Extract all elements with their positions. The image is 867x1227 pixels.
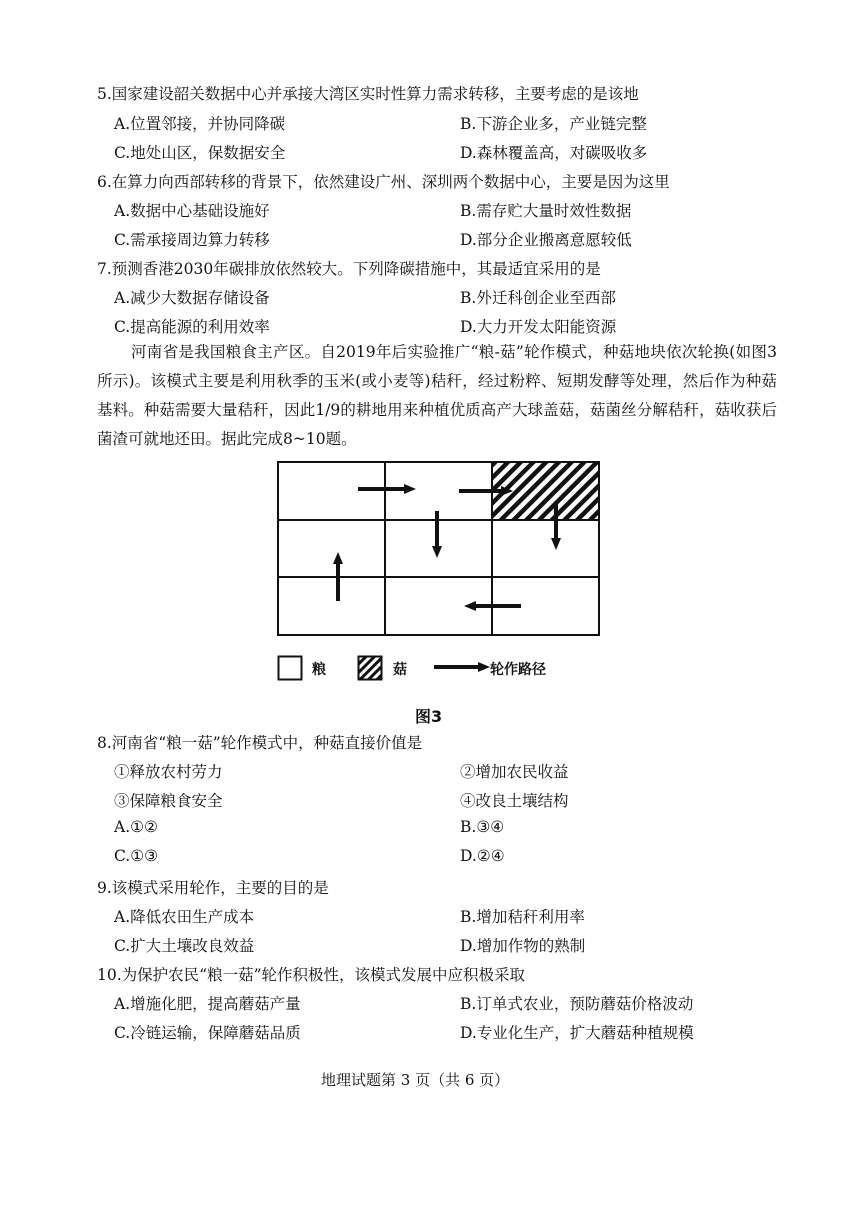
rotation-diagram [270,455,610,685]
arrow-down-1 [432,511,442,558]
question-6-stem: 6.在算力向西部转移的背景下，依然建设广州、深圳两个数据中心，主要是因为这里 [97,173,670,191]
question-7-option-b: B.外迁科创企业至西部 [460,289,616,307]
question-9-stem: 9.该模式采用轮作，主要的目的是 [97,879,329,897]
grain-legend-box [277,655,303,681]
figure-caption: 图3 [415,707,443,726]
question-7-stem: 7.预测香港2030年碳排放依然较大。下列降碳措施中，其最适宜采用的是 [97,260,601,278]
question-10-option-d: D.专业化生产，扩大蘑菇种植规模 [460,1024,694,1042]
question-5-stem: 5.国家建设韶关数据中心并承接大湾区实时性算力需求转移，主要考虑的是该地 [97,85,639,103]
question-6-option-b: B.需存贮大量时效性数据 [460,202,632,220]
question-9-option-c: C.扩大土壤改良效益 [114,937,255,955]
question-5-option-a: A.位置邻接，并协同降碳 [114,115,286,133]
legend-label-path: 轮作路径 [490,662,546,678]
path-legend-arrow-icon [432,660,492,674]
page-footer: 地理试题第 3 页（共 6 页） [321,1071,510,1089]
question-10-option-c: C.冷链运输，保障蘑菇品质 [114,1024,301,1042]
question-5-option-d: D.森林覆盖高，对碳吸收多 [460,144,648,162]
question-8-item-4: ④改良土壤结构 [460,792,569,810]
question-6-option-c: C.需承接周边算力转移 [114,231,270,249]
question-7-option-c: C.提高能源的利用效率 [114,318,270,336]
question-10-option-a: A.增施化肥，提高蘑菇产量 [114,995,301,1013]
question-9-option-a: A.降低农田生产成本 [114,908,255,926]
question-6-option-a: A.数据中心基础设施好 [114,202,270,220]
passage-text: 河南省是我国粮食主产区。自2019年后实验推广“粮-菇”轮作模式，种菇地块依次轮换(如图3所示)。该模式主要是利用秋季的玉米(或小麦等)秸秆，经过粉粹、短期发酵等处理，然后作为种菇基料。种菇需要大量秸秆，因此1/9的耕地用来种植优质高产大球盖菇，菇菌丝分解秸秆，菇收获后菌渣可就地还田。据此完成8~10题。 [97,343,777,448]
question-8-item-2: ②增加农民收益 [460,763,569,781]
question-8-option-d: D.②④ [460,847,505,865]
legend-label-grain: 粮 [312,662,326,678]
question-8-option-c: C.①③ [114,847,159,865]
question-8-option-a: A.①② [114,818,158,836]
arrow-right-1 [358,484,416,494]
question-9-option-b: B.增加秸秆利用率 [460,908,585,926]
question-5-option-c: C.地处山区，保数据安全 [114,144,286,162]
question-8-stem: 8.河南省“粮一菇”轮作模式中，种菇直接价值是 [97,734,423,752]
mushroom-legend-box [357,655,383,681]
question-7-option-d: D.大力开发太阳能资源 [460,318,617,336]
question-9-option-d: D.增加作物的熟制 [460,937,586,955]
question-5-option-b: B.下游企业多，产业链完整 [460,115,647,133]
question-8-option-b: B.③④ [460,818,505,836]
question-6-option-d: D.部分企业搬离意愿较低 [460,231,632,249]
question-10-stem: 10.为保护农民“粮一菇”轮作积极性，该模式发展中应积极采取 [97,966,526,984]
question-8-item-3: ③保障粮食安全 [114,792,223,810]
question-8-item-1: ①释放农村劳力 [114,763,223,781]
question-10-option-b: B.订单式农业，预防蘑菇价格波动 [460,995,694,1013]
legend-label-mushroom: 菇 [393,662,407,678]
question-7-option-a: A.减少大数据存储设备 [114,289,270,307]
